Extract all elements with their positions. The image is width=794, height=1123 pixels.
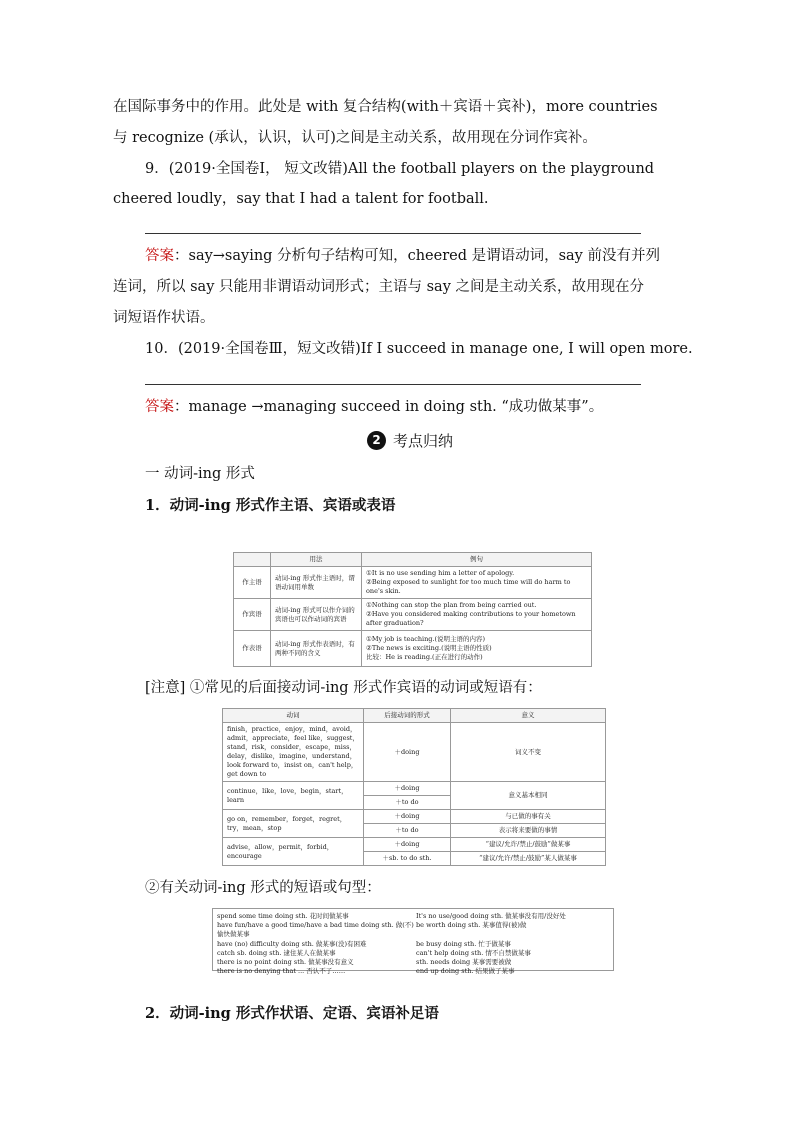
answer-label: 答案 — [145, 248, 174, 264]
phrase-item: end up doing sth. 结果做了某事 — [416, 967, 515, 976]
table-cell: 作主语 — [234, 567, 271, 599]
table-cell: ＋doing — [364, 810, 451, 824]
phrase-item: be worth doing sth. 某事值得(被)做 — [416, 921, 527, 930]
table-cell: 词义不变 — [451, 723, 606, 782]
text-line: cheered loudly，say that I had a talent for football. — [113, 191, 489, 207]
table-cell: ①My job is teaching.(说明主语的内容) ②The news is exciting.(说明主语的性质) 比较：He is reading.(正在进行的动作) — [362, 631, 592, 667]
answer-rule — [145, 384, 641, 385]
phrase-item: spend some time doing sth. 花时间做某事 — [217, 912, 349, 920]
phrase-item: 愉快做某事 — [217, 930, 250, 939]
table-cell: ①Nothing can stop the plan from being carried out. ②Have you considered making contributions to your hometown after graduation? — [362, 599, 592, 631]
text-line: 词短语作状语。 — [113, 310, 215, 326]
table-cell: 动词-ing 形式可以作介词的宾语也可以作动词的宾语 — [271, 599, 362, 631]
table-cell: “建议/允许/禁止/鼓励”做某事 — [451, 838, 606, 852]
text-line: 连词，所以 say 只能用非谓语动词形式；主语与 say 之间是主动关系，故用现在分 — [113, 279, 644, 295]
phrase-item: there is no denying that ... 否认不了…… — [217, 967, 346, 976]
table-header: 例句 — [362, 553, 592, 567]
table-header: 动词 — [223, 709, 364, 723]
phrase-item: there is no point doing sth. 做某事没有意义 — [217, 958, 354, 967]
phrase-box — [212, 908, 614, 976]
answer-label: 答案 — [145, 399, 174, 415]
heading-3: 2．动词-ing 形式作状语、定语、宾语补足语 — [145, 1005, 439, 1022]
section-title: 考点归纳 — [393, 432, 454, 450]
question-10: 10．(2019·全国卷Ⅲ，短文改错)If I succeed in manage one, I will open more. — [145, 341, 693, 357]
heading-2: 1．动词-ing 形式作主语、宾语或表语 — [145, 497, 396, 514]
table-cell: ＋doing — [364, 838, 451, 852]
phrase-item: sth. needs doing 某事需要被做 — [416, 957, 512, 966]
table-cell: finish，practice，enjoy，mind，avoid，admit，appreciate，feel like，suggest，stand，risk，consider，escape，miss，delay，dislike，imagine，understand，look forward to，insist on，can't help，get down to — [223, 723, 364, 782]
phrase-item: can't help doing sth. 情不自禁做某事 — [416, 948, 531, 957]
verb-table — [222, 708, 606, 866]
phrase-column-right — [416, 912, 566, 976]
table-cell: 意义基本相同 — [451, 782, 606, 810]
phrase-item: have (no) difficulty doing sth. 做某事(没)有困难 — [217, 939, 367, 948]
table-cell: ①It is no use sending him a letter of apology. ②Being exposed to sunlight for too much time will do harm to one's skin. — [362, 567, 592, 599]
table-cell: ＋doing — [364, 782, 451, 796]
heading-1: 一 动词-ing 形式 — [145, 466, 255, 482]
answer-text: ：manage →managing succeed in doing sth. “成功做某事”。 — [174, 399, 604, 415]
table-cell: ＋to do — [364, 824, 451, 838]
answer-line — [145, 398, 603, 416]
answer-line — [145, 247, 660, 265]
phrase-item: It's no use/good doing sth. 做某事没有用/没好处 — [416, 912, 566, 920]
usage-table — [233, 552, 592, 667]
table-cell: 与已做的事有关 — [451, 810, 606, 824]
table-cell: ＋doing — [364, 723, 451, 782]
table-cell: 作表语 — [234, 631, 271, 667]
table-cell: ＋to do — [364, 796, 451, 810]
table-header: 意义 — [451, 709, 606, 723]
answer-rule — [145, 233, 641, 234]
section-number-badge: 2 — [367, 431, 386, 450]
phrase-item: catch sb. doing sth. 逮住某人在做某事 — [217, 948, 336, 957]
table-cell: ＋sb. to do sth. — [364, 852, 451, 866]
answer-text: ：say→saying 分析句子结构可知，cheered 是谓语动词，say 前没有并列 — [174, 248, 660, 264]
note-line: [注意] ①常见的后面接动词-ing 形式作宾语的动词或短语有： — [145, 680, 542, 696]
table-cell: 表示将来要做的事情 — [451, 824, 606, 838]
table-header: 后接动词的形式 — [364, 709, 451, 723]
table-cell: advise，allow，permit，forbid，encourage — [223, 838, 364, 866]
table-cell: 动词-ing 形式作主语时，谓语动词用单数 — [271, 567, 362, 599]
table-cell: 动词-ing 形式作表语时，有两种不同的含义 — [271, 631, 362, 667]
text-line: 与 recognize (承认，认识，认可)之间是主动关系，故用现在分词作宾补。 — [113, 130, 597, 146]
table-header — [234, 553, 271, 567]
question-9: 9．(2019·全国卷Ⅰ， 短文改错)All the football players on the playground — [145, 161, 655, 177]
phrase-item: have fun/have a good time/have a bad time doing sth. 做(不) — [217, 921, 414, 930]
phrase-column-left — [217, 912, 414, 976]
text-line: 在国际事务中的作用。此处是 with 复合结构(with＋宾语＋宾补)，more countries — [113, 99, 658, 115]
table-cell: “建议/允许/禁止/鼓励”某人做某事 — [451, 852, 606, 866]
table-cell: 作宾语 — [234, 599, 271, 631]
note-line: ②有关动词-ing 形式的短语或句型： — [145, 880, 381, 896]
table-cell: go on，remember，forget，regret，try，mean，stop — [223, 810, 364, 838]
table-cell: continue，like，love，begin，start，learn — [223, 782, 364, 810]
table-header: 用法 — [271, 553, 362, 567]
phrase-item: be busy doing sth. 忙于做某事 — [416, 939, 511, 948]
